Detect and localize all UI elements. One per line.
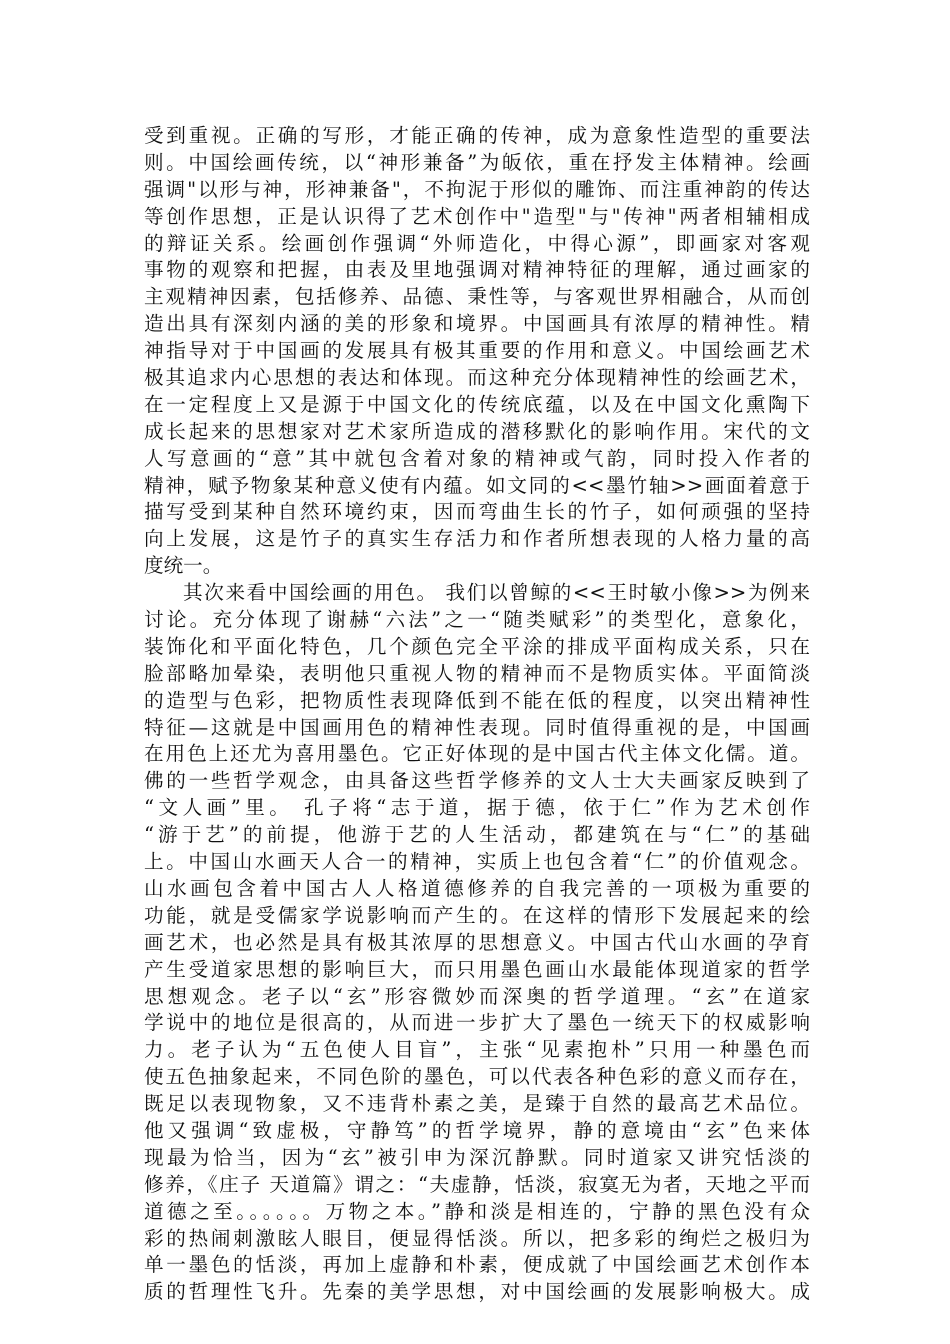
text-line: 度统一。 [144,554,223,578]
text-line: 的辩证关系。绘画创作强调“外师造化，中得心源”，即画家对客观 [144,231,810,255]
text-line: 强调"以形与神，形神兼备"，不拘泥于形似的雕饰、而注重神韵的传达 [144,177,810,201]
text-line: 在一定程度上又是源于中国文化的传统底蕴，以及在中国文化熏陶下 [144,392,810,416]
text-line: 造出具有深刻内涵的美的形象和境界。中国画具有浓厚的精神性。精 [144,312,810,336]
text-line: 主观精神因素，包括修养、品德、秉性等，与客观世界相融合，从而创 [144,285,810,309]
text-line: 彩的热闹刺激眩人眼目，便显得恬淡。所以，把多彩的绚烂之极归为 [144,1226,810,1250]
text-line: 现最为恰当，因为“玄”被引申为深沉静默。同时道家又讲究恬淡的 [144,1145,810,1169]
text-line: 装饰化和平面化特色，几个颜色完全平涂的排成平面构成关系，只在 [144,634,810,658]
text-line: “游于艺”的前提，他游于艺的人生活动，都建筑在与“仁”的基础 [144,823,810,847]
text-line: 则。中国绘画传统，以“神形兼备”为皈依，重在抒发主体精神。绘画 [144,150,810,174]
text-line: 他又强调“致虚极，守静笃”的哲学境界，静的意境由“玄”色来体 [144,1118,810,1142]
text-line: 山水画包含着中国古人人格道德修养的自我完善的一项极为重要的 [144,876,810,900]
text-line: 极其追求内心思想的表达和体现。而这种充分体现精神性的绘画艺术， [144,366,810,390]
text-line: 事物的观察和把握，由表及里地强调对精神特征的理解，通过画家的 [144,258,810,282]
text-line: 神指导对于中国画的发展具有极其重要的作用和意义。中国绘画艺术 [144,339,810,363]
text-line: 道德之至。。。。。。万物之本。”静和淡是相连的，宁静的黑色没有众 [144,1199,810,1223]
text-line: 质的哲理性飞升。先秦的美学思想，对中国绘画的发展影响极大。成 [144,1280,810,1304]
text-line: 修养，《庄子 天道篇》谓之：“夫虚静，恬淡，寂寞无为者，天地之平而 [144,1172,810,1196]
text-line: 的造型与色彩，把物质性表现降低到不能在低的程度，以突出精神性 [144,688,810,712]
text-line: 成长起来的思想家对艺术家所造成的潜移默化的影响作用。宋代的文 [144,419,810,443]
text-line: 使五色抽象起来，不同色阶的墨色，可以代表各种色彩的意义而存在， [144,1065,810,1089]
text-line: “文人画”里。 孔子将“志于道，据于德，依于仁”作为艺术创作 [144,796,810,820]
text-line: 受到重视。正确的写形，才能正确的传神，成为意象性造型的重要法 [144,124,810,147]
text-line: 既足以表现物象，又不违背朴素之美，是臻于自然的最高艺术品位。 [144,1092,810,1116]
body-text [144,123,810,1306]
text-line: 特征—这就是中国画用色的精神性表现。同时值得重视的是，中国画 [144,715,810,739]
text-line: 精神，赋予物象某种意义使有内蕴。如文同的<<墨竹轴>>画面着意于 [144,473,810,497]
text-line: 在用色上还尤为喜用墨色。它正好体现的是中国古代主体文化儒。道。 [144,742,810,766]
text-line: 力。老子认为“五色使人目盲”，主张“见素抱朴”只用一种墨色而 [144,1038,810,1062]
text-line: 学说中的地位是很高的，从而进一步扩大了墨色一统天下的权威影响 [144,1011,810,1035]
paragraph-first-line: 其次来看中国绘画的用色。 我们以曾鲸的<<王时敏小像>>为例来 [183,581,810,605]
text-line: 画艺术，也必然是具有极其浓厚的思想意义。中国古代山水画的孕育 [144,930,810,954]
text-line: 单一墨色的恬淡，再加上虚静和朴素，便成就了中国绘画艺术创作本 [144,1253,810,1277]
text-line: 脸部略加晕染，表明他只重视人物的精神而不是物质实体。平面简淡 [144,661,810,685]
text-line: 功能，就是受儒家学说影响而产生的。在这样的情形下发展起来的绘 [144,903,810,927]
text-line: 等创作思想，正是认识得了艺术创作中"造型"与"传神"两者相辅相成 [144,204,810,228]
text-line: 上。中国山水画天人合一的精神，实质上也包含着“仁”的价值观念。 [144,850,810,874]
text-line: 描写受到某种自然环境约束，因而弯曲生长的竹子，如何顽强的坚持 [144,500,810,524]
text-line: 佛的一些哲学观念，由具备这些哲学修养的文人士大夫画家反映到了 [144,769,810,793]
text-line: 思想观念。老子以“玄”形容微妙而深奥的哲学道理。“玄”在道家 [144,984,810,1008]
text-line: 人写意画的“意”其中就包含着对象的精神或气韵，同时投入作者的 [144,446,810,470]
text-line: 讨论。充分体现了谢赫“六法”之一“随类赋彩”的类型化，意象化， [144,608,810,632]
text-line: 产生受道家思想的影响巨大，而只用墨色画山水最能体现道家的哲学 [144,957,810,981]
text-line: 向上发展，这是竹子的真实生存活力和作者所想表现的人格力量的高 [144,527,810,551]
